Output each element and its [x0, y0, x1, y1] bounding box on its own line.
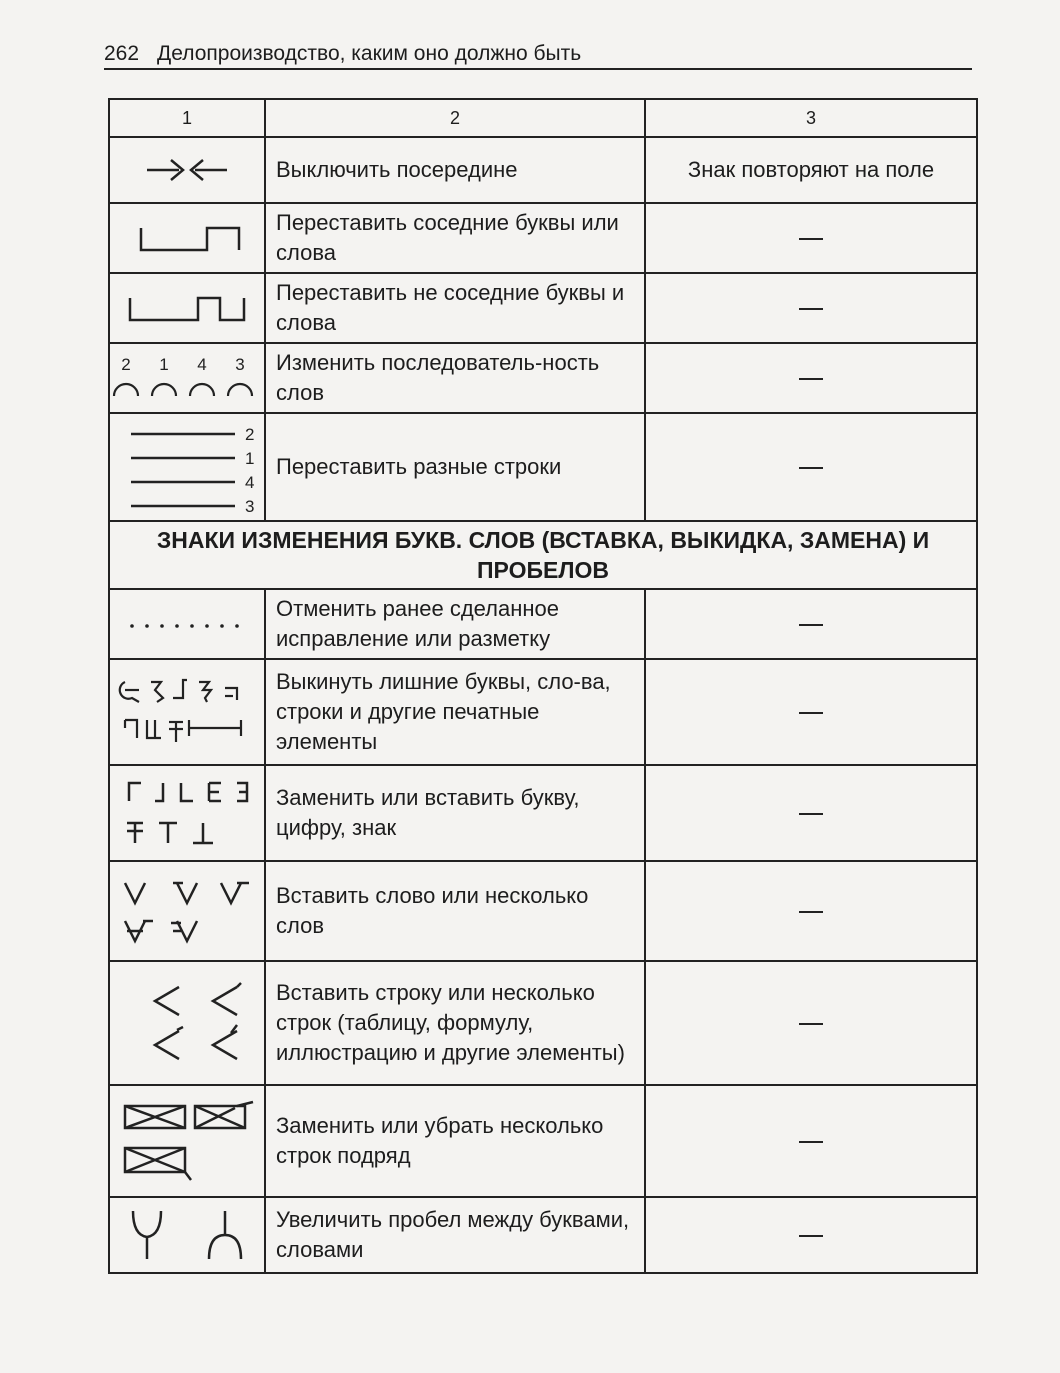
margin-dash [799, 467, 823, 469]
mark-description: Выключить посередине [265, 137, 645, 203]
insert-line-marks-icon [109, 961, 265, 1085]
line-order-label: 2 [245, 425, 255, 444]
page-header [104, 40, 972, 70]
margin-dash [799, 308, 823, 310]
margin-dash [799, 624, 823, 626]
replace-marks-icon [109, 765, 265, 861]
line-order-label: 3 [245, 497, 255, 514]
column-number: 1 [109, 99, 265, 137]
page-title: Делопроизводство, каким оно должно быть [157, 42, 582, 65]
margin-note: Знак повторяют на поле [645, 137, 977, 203]
mark-description: Переставить соседние буквы или слова [265, 203, 645, 273]
mark-description: Отменить ранее сделанное исправление или разметку [265, 589, 645, 659]
margin-dash [799, 1141, 823, 1143]
swap-adjacent-mark-icon [109, 203, 265, 273]
table-row [109, 273, 977, 343]
page-number: 262 [104, 42, 140, 65]
mark-description: Увеличить пробел между буквами, словами [265, 1197, 645, 1273]
insert-word-marks-icon [109, 861, 265, 961]
proof-marks-table [108, 98, 978, 1274]
table-row [109, 413, 977, 521]
section-heading-row [109, 521, 977, 589]
column-number: 3 [645, 99, 977, 137]
table-row [109, 1197, 977, 1273]
swap-nonadjacent-mark-icon [109, 273, 265, 343]
mark-description: Вставить слово или несколько слов [265, 861, 645, 961]
replace-lines-marks-icon [109, 1085, 265, 1197]
margin-dash [799, 378, 823, 380]
word-order-label: 2 [121, 355, 131, 374]
margin-dash [799, 238, 823, 240]
dotted-line-mark-icon [109, 589, 265, 659]
mark-description: Вставить строку или несколько строк (таблицу, формулу, иллюстрацию и другие элементы) [265, 961, 645, 1085]
mark-description: Переставить не соседние буквы и слова [265, 273, 645, 343]
mark-description: Заменить или вставить букву, цифру, знак [265, 765, 645, 861]
table-row [109, 137, 977, 203]
mark-description: Заменить или убрать несколько строк подряд [265, 1085, 645, 1197]
margin-dash [799, 1023, 823, 1025]
line-order-label: 1 [245, 449, 255, 468]
margin-dash [799, 1235, 823, 1237]
word-order-label: 4 [197, 355, 207, 374]
table-row [109, 961, 977, 1085]
table-row [109, 765, 977, 861]
increase-space-marks-icon [109, 1197, 265, 1273]
table-row [109, 343, 977, 413]
center-text-mark-icon [109, 137, 265, 203]
column-number: 2 [265, 99, 645, 137]
table-row [109, 589, 977, 659]
section-heading: ЗНАКИ ИЗМЕНЕНИЯ БУКВ. СЛОВ (ВСТАВКА, ВЫКИДКА, ЗАМЕНА) И ПРОБЕЛОВ [109, 521, 977, 589]
mark-description: Переставить разные строки [265, 413, 645, 521]
table-row [109, 1085, 977, 1197]
table-row [109, 203, 977, 273]
column-number-row [109, 99, 977, 137]
reorder-words-mark-icon [109, 343, 265, 413]
margin-dash [799, 911, 823, 913]
table-row [109, 861, 977, 961]
reorder-lines-mark-icon [109, 413, 265, 521]
table-row [109, 659, 977, 765]
line-order-label: 4 [245, 473, 255, 492]
mark-description: Выкинуть лишние буквы, сло-ва, строки и другие печатные элементы [265, 659, 645, 765]
margin-dash [799, 813, 823, 815]
delete-marks-icon [109, 659, 265, 765]
margin-dash [799, 712, 823, 714]
word-order-label: 3 [235, 355, 245, 374]
word-order-label: 1 [159, 355, 169, 374]
mark-description: Изменить последователь-ность слов [265, 343, 645, 413]
